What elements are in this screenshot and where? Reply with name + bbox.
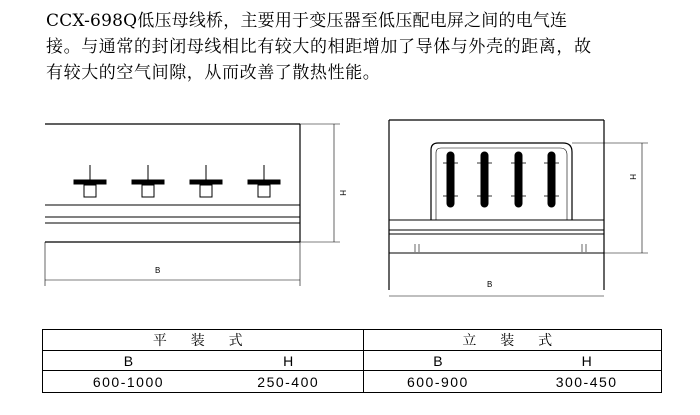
dimension-table	[42, 329, 662, 393]
conductor-bar-1	[447, 152, 454, 207]
flat-width-label: B	[155, 266, 161, 275]
vertical-width-label: B	[487, 280, 493, 289]
vertical-mount-drawing	[389, 120, 648, 296]
insulator-1	[74, 165, 106, 197]
flat-col-h: H	[214, 351, 363, 371]
flat-value-h: 250-400	[214, 371, 363, 393]
conductor-bar-4	[548, 152, 555, 207]
insulator-2	[132, 165, 164, 197]
table-column-row	[43, 351, 662, 371]
flat-mount-title: 平 装 式	[43, 330, 364, 351]
table-value-row	[43, 371, 662, 393]
paragraph-line-3: 有较大的空气间隙，从而改善了散热性能。	[46, 63, 381, 83]
flat-mount-drawing	[45, 124, 340, 286]
vertical-mount-title: 立 装 式	[363, 330, 661, 351]
table-header-row	[43, 330, 662, 351]
conductor-bar-2	[481, 152, 488, 207]
flat-value-b: 600-1000	[43, 371, 214, 393]
vertical-col-h: H	[512, 351, 661, 371]
vertical-height-label: H	[628, 174, 637, 180]
paragraph-line-1: CCX-698Q低压母线桥，主要用于变压器至低压配电屏之间的电气连	[46, 11, 568, 31]
flat-col-b: B	[43, 351, 214, 371]
insulator-3	[190, 165, 222, 197]
vertical-col-b: B	[363, 351, 512, 371]
paragraph-line-2: 接。与通常的封闭母线相比有较大的相距增加了导体与外壳的距离，故	[46, 37, 592, 57]
conductor-bar-3	[515, 152, 522, 207]
vertical-value-h: 300-450	[512, 371, 661, 393]
flat-height-label: H	[338, 190, 347, 196]
insulator-4	[248, 165, 280, 197]
vertical-value-b: 600-900	[363, 371, 512, 393]
